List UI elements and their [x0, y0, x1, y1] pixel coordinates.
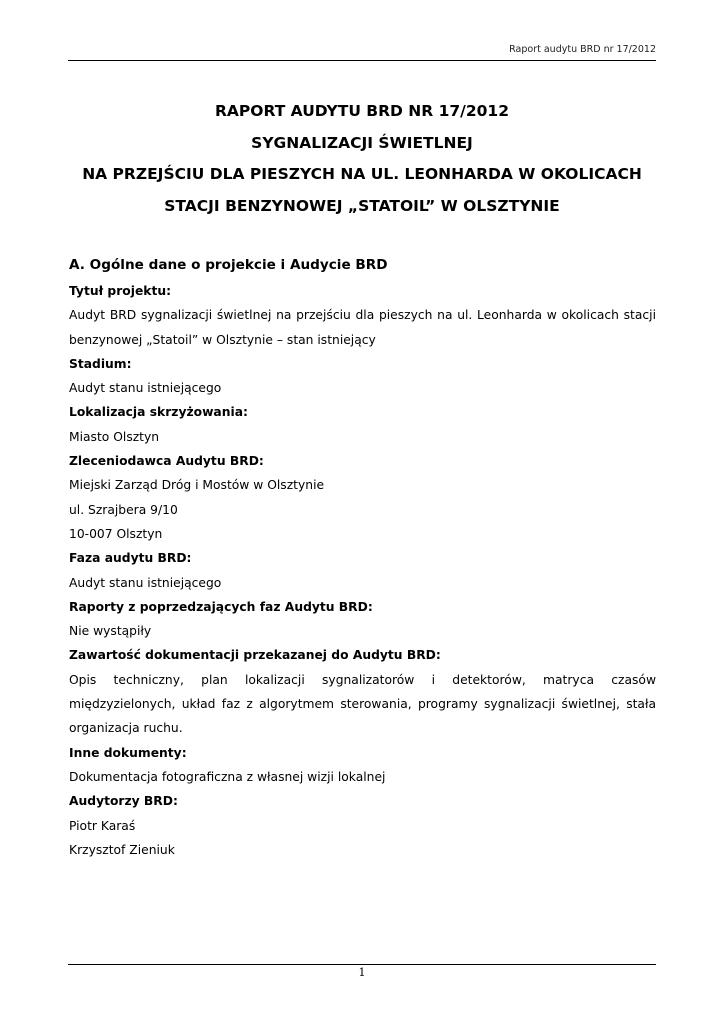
field-label-stage: Stadium: [69, 356, 132, 371]
title-line: NA PRZEJŚCIU DLA PIESZYCH NA UL. LEONHARDA W OKOLICACH [82, 165, 642, 183]
field-value-project-title: Audyt BRD sygnalizacji świetlnej na przejściu dla pieszych na ul. Leonharda w okolicach stacji benzynowej „Statoil” w Olsztynie – stan istniejący [69, 308, 656, 347]
running-header: Raport audytu BRD nr 17/2012 [509, 44, 656, 55]
field-label-location: Lokalizacja skrzyżowania: [69, 405, 248, 420]
field-label-previous-reports: Raporty z poprzedzających faz Audytu BRD: [69, 599, 373, 614]
document-title [40, 96, 684, 222]
field-label-project-title: Tytuł projektu: [69, 284, 172, 298]
page-number: 1 [358, 966, 366, 979]
field-value-auditor: Piotr Karaś [69, 818, 136, 833]
field-value-client-city: 10-007 Olsztyn [69, 526, 163, 541]
section-general-data [69, 253, 656, 862]
title-line: STACJI BENZYNOWEJ „STATOIL” W OLSZTYNIE [164, 196, 560, 215]
field-value-other-documents: Dokumentacja fotograficzna z własnej wizji lokalnej [69, 769, 386, 784]
field-label-audit-phase: Faza audytu BRD: [69, 551, 192, 566]
field-label-other-documents: Inne dokumenty: [69, 745, 187, 760]
field-value-audit-phase: Audyt stanu istniejącego [69, 575, 222, 590]
field-value-documentation: Opis techniczny, plan lokalizacji sygnalizatorów i detektorów, matryca czasów międzyzielonych, układ faz z algorytmem sterowania, programy sygnalizacji świetlnej, stała organizacja ruchu. [69, 672, 656, 736]
field-value-stage: Audyt stanu istniejącego [69, 381, 222, 396]
field-value-auditor: Krzysztof Zieniuk [69, 842, 175, 857]
header-divider [68, 60, 656, 61]
field-label-client: Zleceniodawca Audytu BRD: [69, 454, 264, 469]
field-label-auditors: Audytorzy BRD: [69, 794, 178, 809]
field-value-previous-reports: Nie wystąpiły [69, 624, 152, 639]
footer-divider [68, 964, 656, 965]
title-line: RAPORT AUDYTU BRD NR 17/2012 [215, 102, 509, 120]
field-value-client-street: ul. Szrajbera 9/10 [69, 502, 178, 517]
field-value-client-name: Miejski Zarząd Dróg i Mostów w Olsztynie [69, 478, 325, 493]
title-line: SYGNALIZACJI ŚWIETLNEJ [251, 133, 473, 152]
field-label-documentation: Zawartość dokumentacji przekazanej do Audytu BRD: [69, 648, 441, 663]
section-heading: A. Ogólne dane o projekcie i Audycie BRD [69, 257, 388, 273]
field-value-location: Miasto Olsztyn [69, 429, 160, 444]
